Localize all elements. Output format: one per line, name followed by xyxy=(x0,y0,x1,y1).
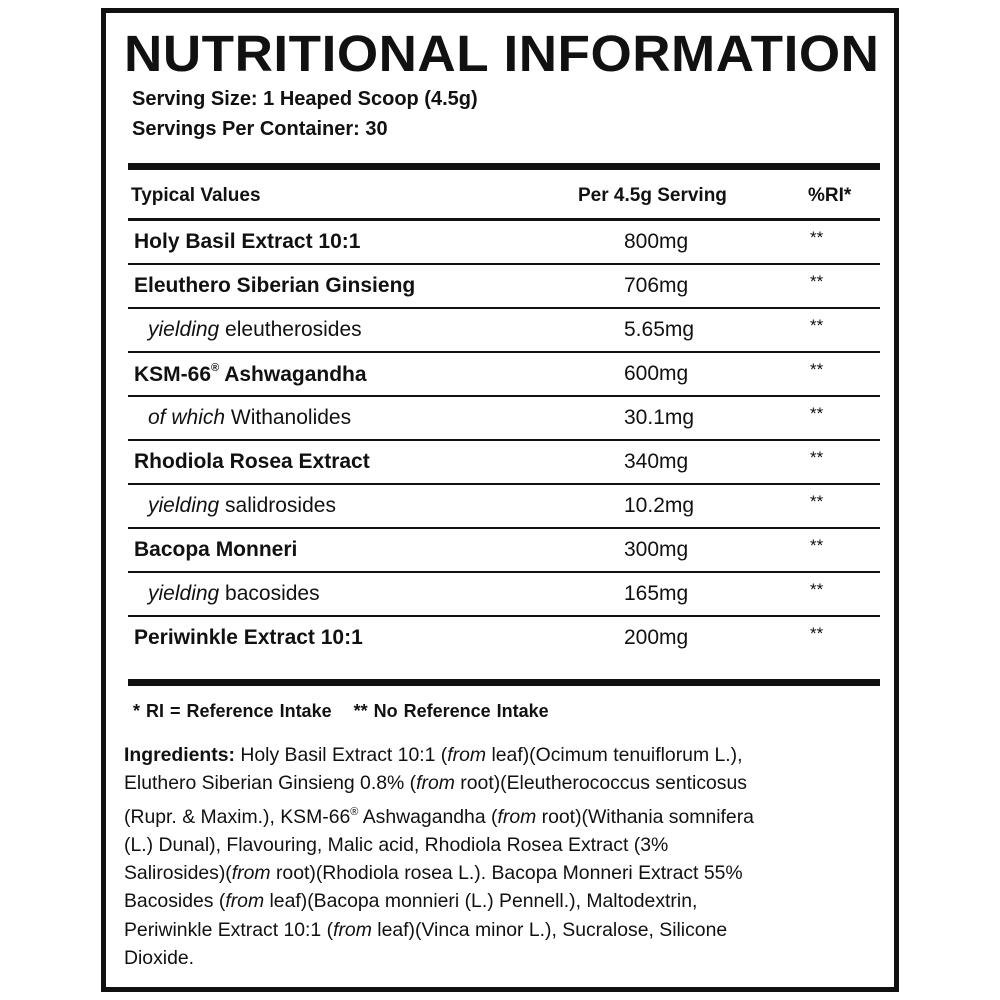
nutrient-ri: ** xyxy=(810,448,824,467)
nutrient-name: Rhodiola Rosea Extract xyxy=(134,450,370,473)
footnotes xyxy=(133,701,549,722)
table-row xyxy=(128,573,880,617)
nutrient-amount: 200mg xyxy=(624,626,689,649)
nutrient-ri: ** xyxy=(810,228,824,247)
nutrient-name: yielding salidrosides xyxy=(148,494,336,517)
header-ri: %RI* xyxy=(808,185,852,206)
table-header xyxy=(128,183,880,213)
nutrient-ri: ** xyxy=(810,404,824,423)
footnote-no-ri: ** No Reference Intake xyxy=(353,701,549,721)
nutrient-name: Bacopa Monneri xyxy=(134,538,298,561)
table-row xyxy=(128,309,880,353)
footnote-ri: * RI = Reference Intake xyxy=(133,701,332,721)
serving-size: Serving Size: 1 Heaped Scoop (4.5g) xyxy=(132,88,478,110)
nutrient-name: Holy Basil Extract 10:1 xyxy=(134,230,361,253)
nutrient-amount: 800mg xyxy=(624,230,689,253)
nutrient-name: yielding eleutherosides xyxy=(148,318,362,341)
servings-per-container: Servings Per Container: 30 xyxy=(132,118,388,140)
nutrient-ri: ** xyxy=(810,492,824,511)
nutrient-name: KSM-66® Ashwagandha xyxy=(134,362,367,386)
table-row xyxy=(128,397,880,441)
table-row xyxy=(128,529,880,573)
nutrition-label xyxy=(101,8,899,992)
nutrient-amount: 600mg xyxy=(624,362,689,385)
header-typical-values: Typical Values xyxy=(131,185,261,206)
nutrient-amount: 300mg xyxy=(624,538,689,561)
nutrient-ri: ** xyxy=(810,316,824,335)
nutrient-amount: 5.65mg xyxy=(624,318,695,341)
label-title: NUTRITIONAL INFORMATION xyxy=(124,25,880,82)
nutrient-ri: ** xyxy=(810,536,824,555)
nutrient-name: yielding bacosides xyxy=(148,582,320,605)
table-row xyxy=(128,221,880,265)
nutrient-name: of which Withanolides xyxy=(148,406,352,429)
nutrient-amount: 165mg xyxy=(624,582,689,605)
header-per-serving: Per 4.5g Serving xyxy=(578,185,727,206)
nutrient-name: Eleuthero Siberian Ginsieng xyxy=(134,274,416,297)
nutrient-amount: 706mg xyxy=(624,274,689,297)
bottom-divider xyxy=(128,679,880,686)
nutrient-amount: 10.2mg xyxy=(624,494,695,517)
nutrient-ri: ** xyxy=(810,360,824,379)
nutrient-ri: ** xyxy=(810,580,824,599)
nutrient-name: Periwinkle Extract 10:1 xyxy=(134,626,363,649)
table-row xyxy=(128,485,880,529)
nutrient-amount: 340mg xyxy=(624,450,689,473)
table-row xyxy=(128,353,880,397)
table-row xyxy=(128,265,880,309)
table-row xyxy=(128,441,880,485)
nutrient-ri: ** xyxy=(810,272,824,291)
table-row xyxy=(128,617,880,661)
nutrient-table xyxy=(128,221,880,661)
nutrient-amount: 30.1mg xyxy=(624,406,695,429)
ingredients-text: Ingredients: Holy Basil Extract 10:1 (from leaf)(Ocimum tenuiflorum L.), Eluthero Siberian Ginsieng 0.8% (from root)(Eleutherococcus senticosus (Rupr. & Maxim.), KSM-66® Ashwagandha (from root)(Withania somnifera (L.) Dunal), Flavouring, Malic acid, Rhodiola Rosea Extract (3% Salirosides)(from root)(Rhodiola rosea L.). Bacopa Monneri Extract 55% Bacosides (from leaf)(Bacopa monnieri (L.) Pennell.), Maltodextrin, Periwinkle Extract 10:1 (from leaf)(Vinca minor L.), Sucralose, Silicone Dioxide. xyxy=(124,744,754,970)
ingredients-label: Ingredients: xyxy=(124,744,235,766)
top-divider xyxy=(128,163,880,170)
nutrient-ri: ** xyxy=(810,624,824,643)
